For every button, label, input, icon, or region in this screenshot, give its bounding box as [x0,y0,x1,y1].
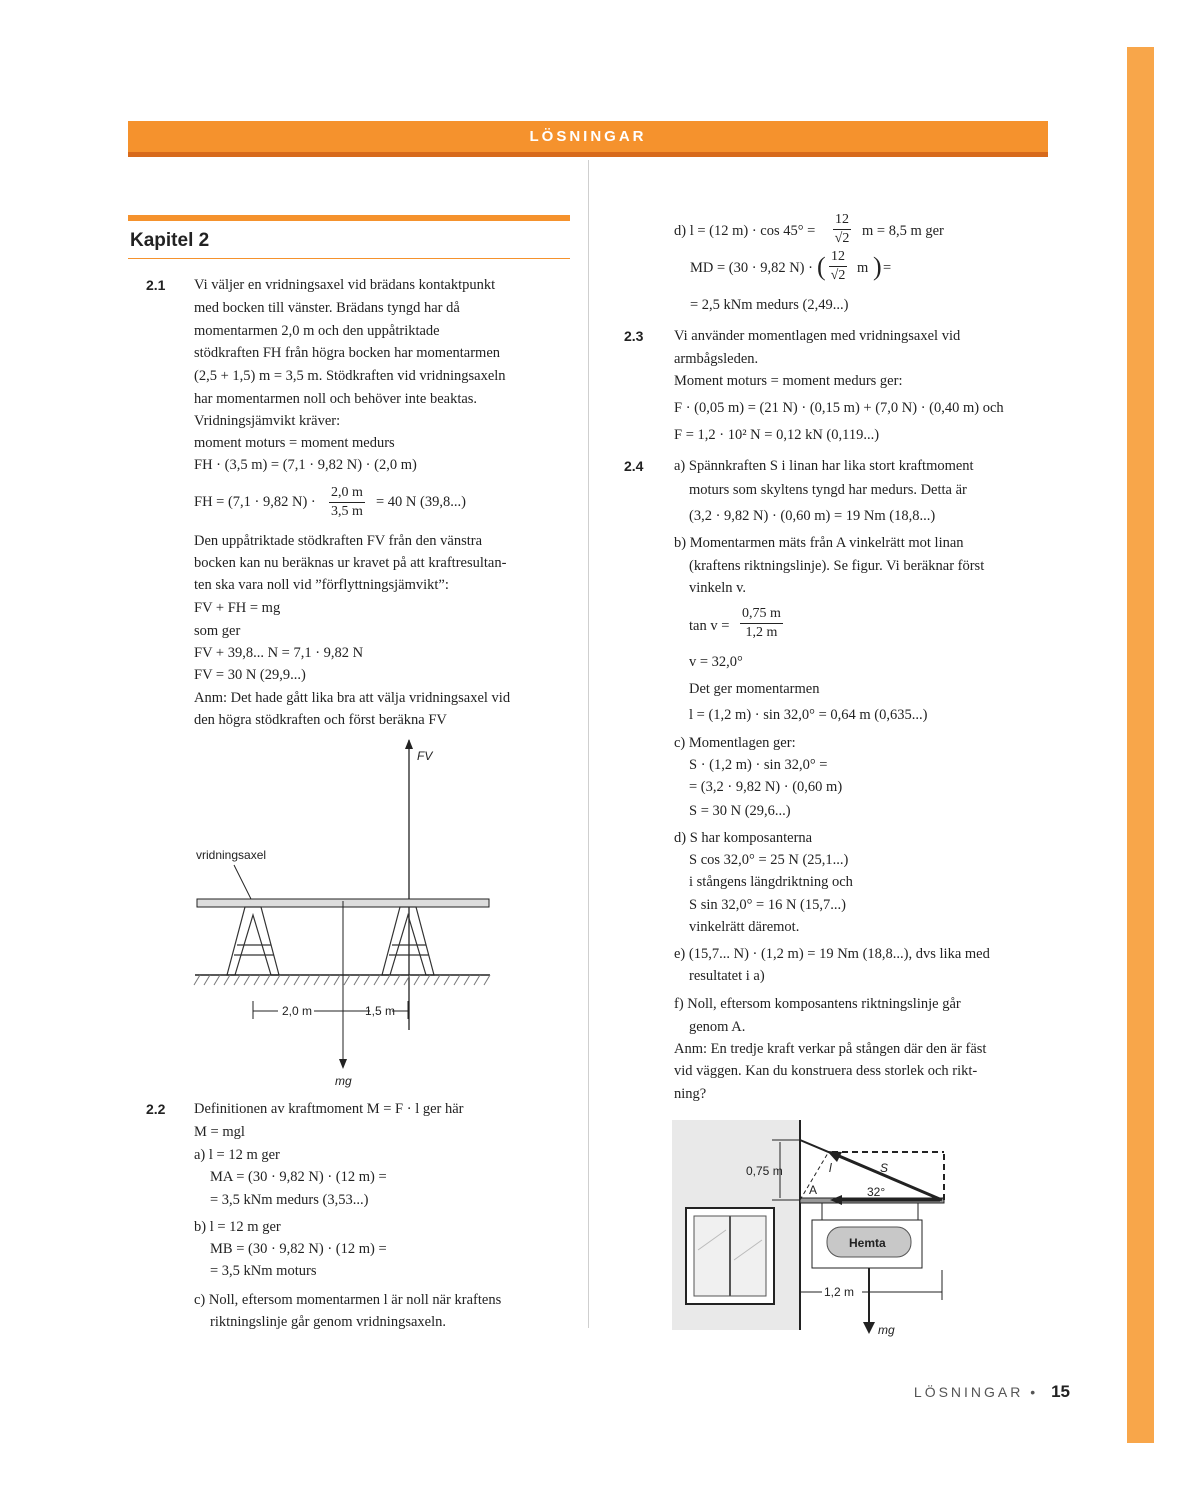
equation-line: F = 1,2 · 10² N = 0,12 kN (0,119...) [674,427,880,443]
equation-line: FV = 30 N (29,9...) [194,667,306,683]
text-line: vinkelrätt däremot. [689,919,800,935]
equation-line: M = mgl [194,1124,245,1140]
equation-line: S cos 32,0° = 25 N (25,1...) [689,852,849,868]
text-line: a) Spännkraften S i linan har lika stort kraftmoment [674,458,974,474]
equation-end: = [883,260,892,276]
equation-line: (3,2 · 9,82 N) · (0,60 m) = 19 Nm (18,8...) [689,508,936,524]
equation-line: S · (1,2 m) · sin 32,0° = [689,757,828,773]
page-number: 15 [1051,1382,1070,1401]
wall-sign-figure [672,1120,962,1342]
fraction-numerator: 0,75 m [740,605,783,624]
height-label: 0,75 m [746,1164,783,1178]
text-line: Vridningsjämvikt kräver: [194,413,341,429]
text-line: d) S har komposanterna [674,830,813,846]
text-line: ten ska vara noll vid ”förflyttningsjämvikt”: [194,577,449,593]
arm-label: l [829,1161,832,1175]
text-line: a) l = 12 m ger [194,1147,280,1163]
footer-label: LÖSNINGAR [913,1384,1024,1400]
chapter-title: Kapitel 2 [130,230,210,251]
window [686,1208,774,1304]
footer-bullet: • [1030,1384,1039,1400]
fraction-numerator: 12 [829,248,847,267]
arrow-head-up [405,739,413,749]
text-line: bocken kan nu beräknas ur kravet på att kraftresultan- [194,555,507,571]
text-line: momentarmen 2,0 m och den uppåtriktade [194,323,440,339]
problem-number: 2.1 [146,277,166,293]
text-line: resultatet i a) [689,968,765,984]
page-edge-tab [1127,47,1154,1443]
text-line: Vi väljer en vridningsaxel vid brädans kontaktpunkt [194,277,496,293]
pivot-axis-label: vridningsaxel [196,848,267,862]
note-line: vid väggen. Kan du konstruera dess storlek och rikt- [674,1063,978,1079]
equation-suffix: = 40 N (39,8...) [376,494,466,510]
sign-text: Hemta [849,1236,886,1250]
equation-line: = 3,5 kNm moturs [210,1263,317,1279]
problem-number: 2.2 [146,1101,166,1117]
note-line: den högra stödkraften och först beräkna FV [194,712,447,728]
support-force-label: FV [417,749,433,763]
text-line: Vi använder momentlagen med vridningsaxel vid [674,328,961,344]
width-label: 1,2 m [824,1285,855,1299]
fraction-denominator: 1,2 m [745,625,778,640]
text-line: moturs som skyltens tyngd har medurs. Detta är [689,482,967,498]
equation-prefix: d) l = (12 m) · cos 45° = [674,223,816,239]
text-line: som ger [194,623,241,639]
section-banner [128,121,1048,157]
text-line: har momentarmen noll och behöver inte beaktas. [194,391,478,407]
text-line: stödkraften FH från högra bocken har momentarmen [194,345,501,361]
equation-line: MB = (30 · 9,82 N) · (12 m) = [210,1241,387,1257]
equation-line: F · (0,05 m) = (21 N) · (0,15 m) + (7,0 N) · (0,40 m) och [674,400,1004,416]
text-line: riktningslinje går genom vridningsaxeln. [210,1314,446,1330]
plank-trestle-figure [190,735,500,1090]
equation-line: FH · (3,5 m) = (7,1 · 9,82 N) · (2,0 m) [194,457,417,473]
equation-line: S = 30 N (29,6...) [689,803,791,819]
note-line: Anm: En tredje kraft verkar på stången där den är fäst [674,1041,987,1057]
equation-prefix: FH = (7,1 · 9,82 N) · [194,494,316,510]
text-line: Det ger momentarmen [689,681,820,697]
equation-line: MA = (30 · 9,82 N) · (12 m) = [210,1169,387,1185]
equation-line: FV + FH = mg [194,600,281,616]
chapter-rule [128,258,570,259]
text-line: (2,5 + 1,5) m = 3,5 m. Stödkraften vid vridningsaxeln [194,368,506,384]
weight-arrow-head [863,1322,875,1334]
paren-open: ( [817,252,826,281]
fraction [329,484,365,521]
text-line: Definitionen av kraftmoment M = F · l ger här [194,1101,464,1117]
equation-prefix: tan v = [689,618,730,634]
page-footer [914,1382,1070,1402]
text-line: (kraftens riktningslinje). Se figur. Vi beräknar först [689,558,985,574]
paren-close: ) [873,252,882,281]
text-line: vinkeln v. [689,580,747,596]
note-line: Anm: Det hade gått lika bra att välja vridningsaxel vid [194,690,511,706]
angle-label: 32° [867,1185,886,1199]
arrow-head-down [339,1059,347,1069]
equation-line: FV + 39,8... N = 7,1 · 9,82 N [194,645,364,661]
equation-line: v = 32,0° [689,654,743,670]
problem-number: 2.3 [624,328,644,344]
left-trestle [227,907,279,975]
fraction [829,248,847,285]
equation-line: l = (1,2 m) · sin 32,0° = 0,64 m (0,635...) [689,707,928,723]
pivot-label: A [809,1183,818,1197]
fraction-numerator: 12 [833,211,851,230]
leader-line [234,865,253,903]
fraction [740,605,783,642]
text-line: c) Noll, eftersom momentarmen l är noll när kraftens [194,1292,502,1308]
fraction [833,211,851,248]
equation-prefix: MD = (30 · 9,82 N) · [690,260,813,276]
ground-hatch [194,975,490,985]
right-trestle [382,907,434,975]
fraction-denominator: √2 [834,231,850,246]
column-divider [588,160,589,1328]
dimension-label-2: 1,5 m [365,1004,396,1018]
text-line: f) Noll, eftersom komposantens riktningslinje går [674,996,961,1012]
weight-label: mg [878,1323,895,1337]
text-line: med bocken till vänster. Brädans tyngd har då [194,300,460,316]
banner-title: LÖSNINGAR [529,128,647,145]
text-line: Den uppåtriktade stödkraften FV från den vänstra [194,533,483,549]
equation-line: = (3,2 · 9,82 N) · (0,60 m) [689,779,843,795]
problem-number: 2.4 [624,458,644,474]
weight-force-label: mg [335,1074,352,1088]
equation-line: e) (15,7... N) · (1,2 m) = 19 Nm (18,8...), dvs lika med [674,946,990,962]
force-label: S [880,1161,889,1175]
text-line: b) Momentarmen mäts från A vinkelrätt mot linan [674,535,964,551]
equation-line: = 3,5 kNm medurs (3,53...) [210,1192,369,1208]
equation-suffix: m = 8,5 m ger [862,223,944,239]
equation-suffix: m [857,260,869,276]
text-line: armbågsleden. [674,351,759,367]
text-line: b) l = 12 m ger [194,1219,281,1235]
text-line: c) Momentlagen ger: [674,735,796,751]
fraction-denominator: 3,5 m [331,504,363,519]
text-line: Moment moturs = moment medurs ger: [674,373,903,389]
chapter-accent-bar [128,215,570,221]
fraction-numerator: 2,0 m [329,484,365,503]
dimension-label-1: 2,0 m [282,1004,313,1018]
fraction-denominator: √2 [830,268,846,283]
text-line: moment moturs = moment medurs [194,435,395,451]
text-line: i stångens längdriktning och [689,874,853,890]
note-line: ning? [674,1086,707,1102]
text-line: genom A. [689,1019,746,1035]
equation-line: S sin 32,0° = 16 N (15,7...) [689,897,846,913]
equation-line: = 2,5 kNm medurs (2,49...) [690,297,849,313]
